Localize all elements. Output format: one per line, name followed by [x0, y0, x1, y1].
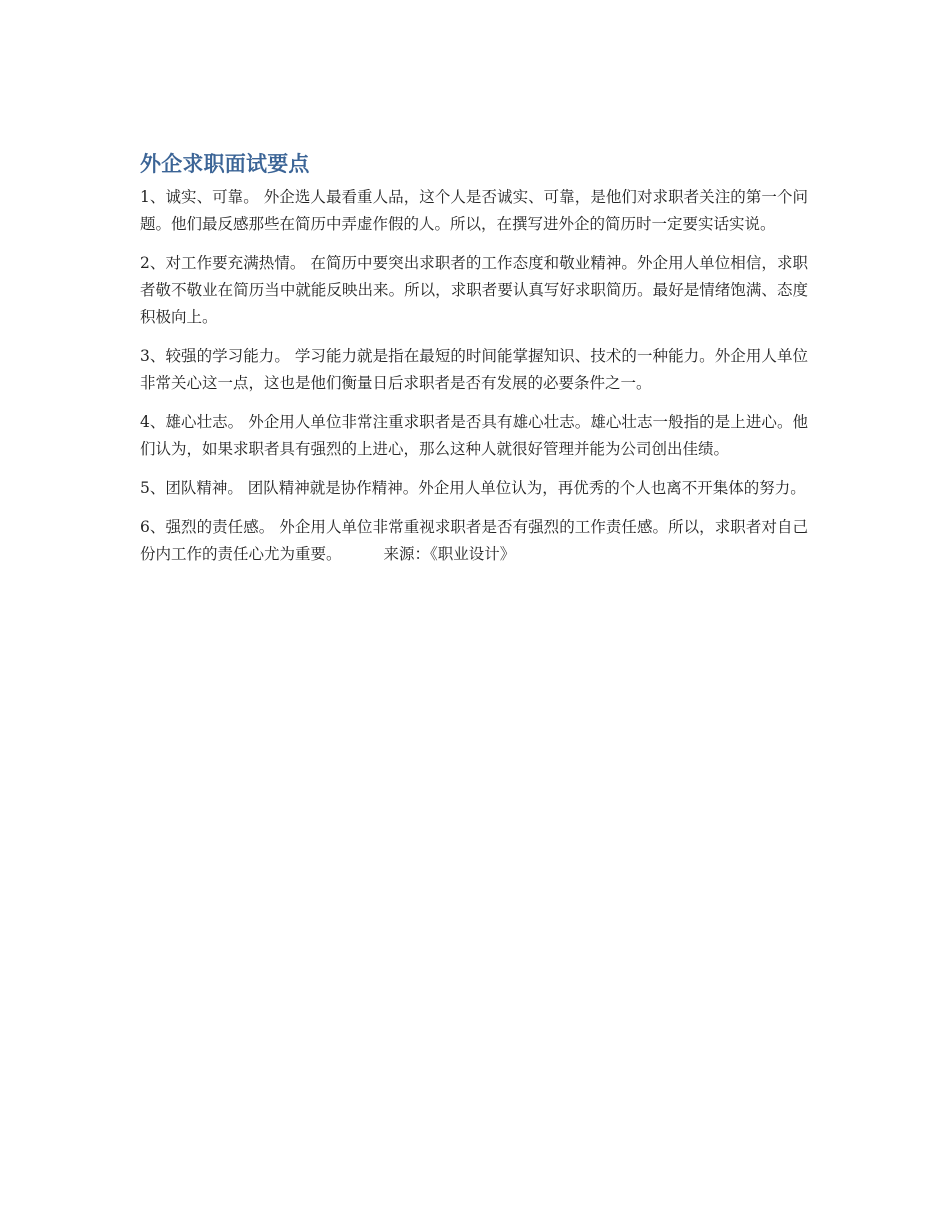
- paragraph-2: 2、对工作要充满热情。 在简历中要突出求职者的工作态度和敬业精神。外企用人单位相信，求职者敬不敬业在简历当中就能反映出来。所以，求职者要认真写好求职简历。最好是情绪饱满、态度积极向上。: [140, 254, 808, 326]
- paragraph-6-text: 6、强烈的责任感。 外企用人单位非常重视求职者是否有强烈的工作责任感。所以，求职者对自己份内工作的责任心尤为重要。: [140, 518, 808, 563]
- paragraph-1: 1、诚实、可靠。 外企选人最看重人品，这个人是否诚实、可靠，是他们对求职者关注的第一个问题。他们最反感那些在简历中弄虚作假的人。所以，在撰写进外企的简历时一定要实话实说。: [140, 188, 808, 233]
- document-title: 外企求职面试要点: [140, 152, 310, 176]
- paragraph-5: 5、团队精神。 团队精神就是协作精神。外企用人单位认为，再优秀的个人也离不开集体的努力。: [140, 479, 806, 497]
- paragraph-3: 3、较强的学习能力。 学习能力就是指在最短的时间能掌握知识、技术的一种能力。外企用人单位非常关心这一点，这也是他们衡量日后求职者是否有发展的必要条件之一。: [140, 347, 808, 392]
- source-citation: 来源：《职业设计》: [383, 545, 516, 563]
- paragraph-4: 4、雄心壮志。 外企用人单位非常注重求职者是否具有雄心壮志。雄心壮志一般指的是上进心。他们认为，如果求职者具有强烈的上进心，那么这种人就很好管理并能为公司创出佳绩。: [140, 413, 808, 458]
- document-body: [140, 148, 808, 580]
- paragraph-6: [140, 514, 808, 568]
